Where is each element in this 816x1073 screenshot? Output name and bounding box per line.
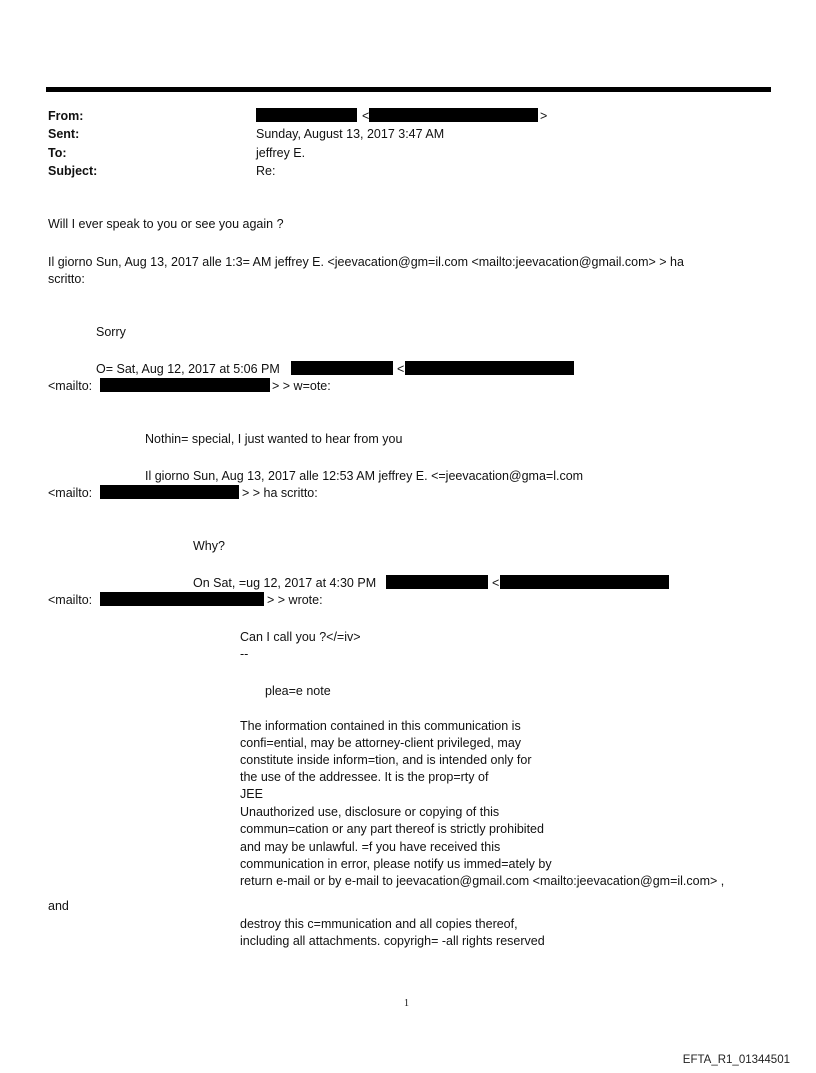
- quote-header-2a: O= Sat, Aug 12, 2017 at 5:06 PM: [96, 362, 280, 376]
- disclaimer-line: communication in error, please notify us immed=ately by: [240, 857, 552, 871]
- to-label: To:: [48, 146, 67, 160]
- to-value: jeffrey E.: [256, 146, 306, 160]
- quote-header-1a: Il giorno Sun, Aug 13, 2017 alle 1:3= AM jeffrey E. <jeevacation@gm=il.com <mailto:jeevacation@gmail.com> > ha: [48, 255, 684, 269]
- subject-label: Subject:: [48, 164, 98, 178]
- disclaimer-line: destroy this c=mmunication and all copies thereof,: [240, 917, 518, 931]
- redaction-block: [369, 108, 538, 122]
- quote-lt-4: <: [492, 576, 500, 590]
- redaction-block: [500, 575, 669, 589]
- redaction-block: [100, 485, 239, 499]
- disclaimer-line: including all attachments. copyrigh= -all rights reserved: [240, 934, 545, 948]
- redaction-block: [405, 361, 574, 375]
- mailto-label-2: <mailto:: [48, 486, 93, 500]
- top-rule: [46, 87, 771, 92]
- sent-label: Sent:: [48, 127, 80, 141]
- subject-value: Re:: [256, 164, 276, 178]
- disclaimer-and: and: [48, 899, 69, 913]
- message-line: Will I ever speak to you or see you again ?: [48, 217, 284, 231]
- please-note: plea=e note: [265, 684, 331, 698]
- redaction-block: [100, 592, 264, 606]
- redaction-block: [256, 108, 357, 122]
- quote-header-2b: > > w=ote:: [272, 379, 331, 393]
- reply-nothing: Nothin= special, I just wanted to hear from you: [145, 432, 403, 446]
- mailto-label-3: <mailto:: [48, 593, 93, 607]
- from-lt: <: [362, 109, 370, 123]
- disclaimer-line: constitute inside inform=tion, and is intended only for: [240, 753, 532, 767]
- disclaimer-line: JEE: [240, 787, 263, 801]
- quote-header-3b: > > ha scritto:: [242, 486, 318, 500]
- quote-header-3a: Il giorno Sun, Aug 13, 2017 alle 12:53 AM jeffrey E. <=jeevacation@gma=l.com: [145, 469, 584, 483]
- signature-dashes: --: [240, 647, 249, 661]
- reply-sorry: Sorry: [96, 325, 126, 339]
- redaction-block: [291, 361, 393, 375]
- message-call: Can I call you ?</=iv>: [240, 630, 361, 644]
- disclaimer-line: return e-mail or by e-mail to jeevacation@gmail.com <mailto:jeevacation@gm=il.com> ,: [240, 874, 725, 888]
- quote-header-4b: > > wrote:: [267, 593, 323, 607]
- page-number: 1: [404, 998, 409, 1009]
- mailto-label-1: <mailto:: [48, 379, 93, 393]
- redaction-block: [100, 378, 270, 392]
- disclaimer-line: the use of the addressee. It is the prop=rty of: [240, 770, 489, 784]
- disclaimer-line: Unauthorized use, disclosure or copying of this: [240, 805, 500, 819]
- quote-header-1b: scritto:: [48, 272, 85, 286]
- quote-lt-2: <: [397, 362, 405, 376]
- document-id: EFTA_R1_01344501: [682, 1054, 790, 1066]
- reply-why: Why?: [193, 539, 225, 553]
- disclaimer-line: confi=ential, may be attorney-client privileged, may: [240, 736, 522, 750]
- disclaimer-line: The information contained in this communication is: [240, 719, 521, 733]
- disclaimer-line: and may be unlawful. =f you have received this: [240, 840, 501, 854]
- quote-header-4a: On Sat, =ug 12, 2017 at 4:30 PM: [193, 576, 377, 590]
- sent-value: Sunday, August 13, 2017 3:47 AM: [256, 127, 445, 141]
- from-label: From:: [48, 109, 84, 123]
- redaction-block: [386, 575, 488, 589]
- disclaimer-line: commun=cation or any part thereof is strictly prohibited: [240, 822, 544, 836]
- from-gt: >: [540, 109, 548, 123]
